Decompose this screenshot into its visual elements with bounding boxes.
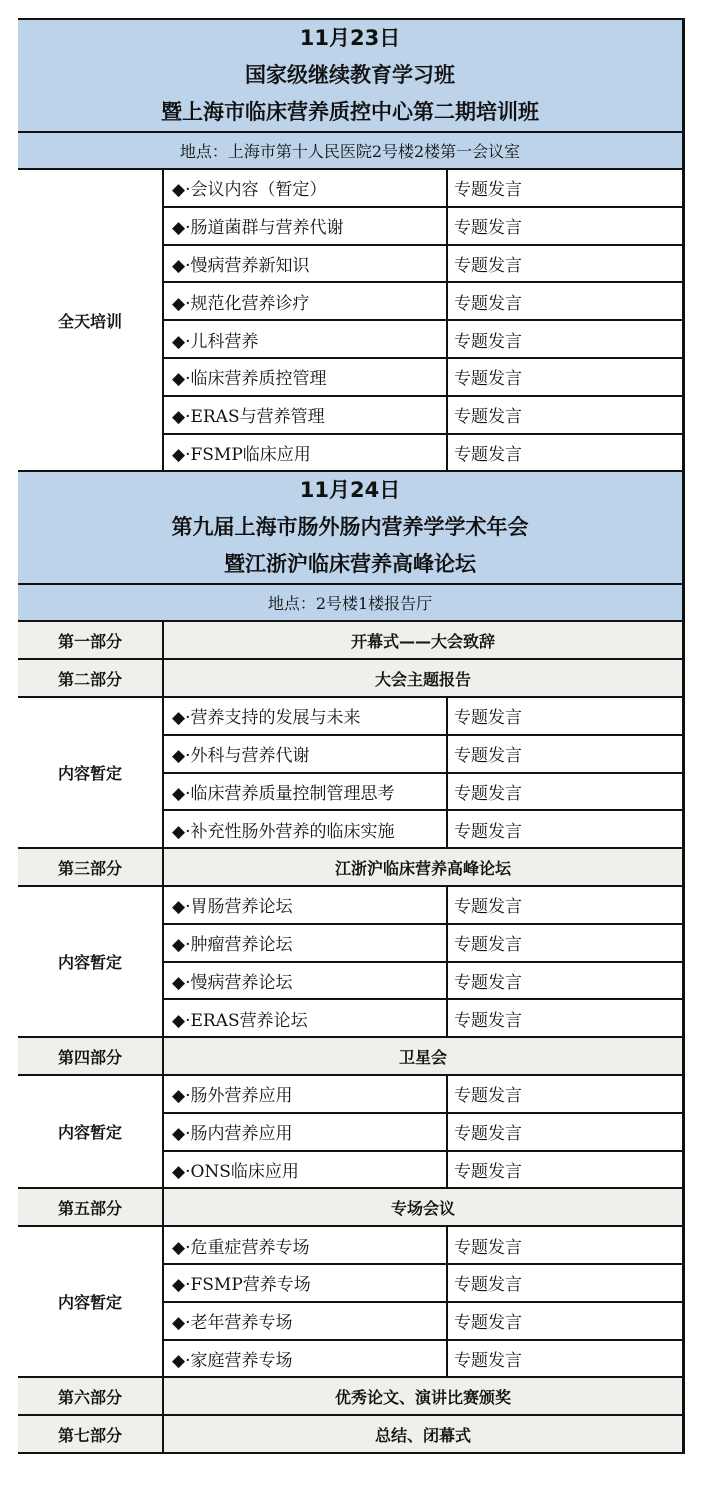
type-cell: 专题发言 <box>447 962 684 1000</box>
day-title-line: 第九届上海市肠外肠内营养学学术年会 <box>171 515 529 540</box>
table-row <box>18 697 684 735</box>
topic-cell: ◆·肿瘤营养论坛 <box>163 924 447 962</box>
section-row <box>18 1377 684 1415</box>
group-label: 内容暂定 <box>18 1075 163 1188</box>
topic-cell: ◆·补充性肠外营养的临床实施 <box>163 810 447 848</box>
section-title: 专场会议 <box>163 1188 684 1226</box>
section-row <box>18 1415 684 1453</box>
section-part: 第四部分 <box>18 1037 163 1075</box>
location-row <box>18 132 684 169</box>
type-cell: 专题发言 <box>447 1113 684 1151</box>
topic-cell: ◆·肠外营养应用 <box>163 1075 447 1113</box>
type-cell: 专题发言 <box>447 282 684 320</box>
type-cell: 专题发言 <box>447 735 684 773</box>
topic-cell: ◆·肠道菌群与营养代谢 <box>163 207 447 245</box>
section-part: 第三部分 <box>18 848 163 886</box>
topic-cell: ◆·肠内营养应用 <box>163 1113 447 1151</box>
type-cell: 专题发言 <box>447 1226 684 1264</box>
topic-cell: ◆·临床营养质控管理 <box>163 358 447 396</box>
table-row <box>18 1075 684 1113</box>
section-row <box>18 1037 684 1075</box>
type-cell: 专题发言 <box>447 434 684 472</box>
location-row <box>18 584 684 621</box>
topic-cell: ◆·家庭营养专场 <box>163 1340 447 1378</box>
section-part: 第二部分 <box>18 659 163 697</box>
day-title-line: 暨上海市临床营养质控中心第二期培训班 <box>161 100 539 124</box>
type-cell: 专题发言 <box>447 169 684 207</box>
type-cell: 专题发言 <box>447 320 684 358</box>
topic-cell: ◆·ONS临床应用 <box>163 1151 447 1189</box>
type-cell: 专题发言 <box>447 245 684 283</box>
day-title <box>18 471 684 584</box>
section-row <box>18 621 684 659</box>
topic-cell: ◆·外科与营养代谢 <box>163 735 447 773</box>
table-row <box>18 1226 684 1264</box>
topic-cell: ◆·营养支持的发展与未来 <box>163 697 447 735</box>
day-date: 11月23日 <box>299 26 401 50</box>
topic-cell: ◆·危重症营养专场 <box>163 1226 447 1264</box>
table-row <box>18 169 684 207</box>
type-cell: 专题发言 <box>447 1302 684 1340</box>
type-cell: 专题发言 <box>447 207 684 245</box>
section-row <box>18 848 684 886</box>
topic-cell: ◆·FSMP营养专场 <box>163 1264 447 1302</box>
topic-cell: ◆·慢病营养新知识 <box>163 245 447 283</box>
type-cell: 专题发言 <box>447 810 684 848</box>
day-title-line: 国家级继续教育学习班 <box>245 63 455 87</box>
type-cell: 专题发言 <box>447 924 684 962</box>
section-title: 大会主题报告 <box>163 659 684 697</box>
section-row <box>18 1188 684 1226</box>
topic-cell: ◆·老年营养专场 <box>163 1302 447 1340</box>
topic-cell: ◆·ERAS与营养管理 <box>163 396 447 434</box>
type-cell: 专题发言 <box>447 773 684 811</box>
topic-cell: ◆·慢病营养论坛 <box>163 962 447 1000</box>
topic-cell: ◆·临床营养质量控制管理思考 <box>163 773 447 811</box>
group-label: 内容暂定 <box>18 697 163 848</box>
type-cell: 专题发言 <box>447 999 684 1037</box>
day-date: 11月24日 <box>299 478 401 503</box>
topic-cell: ◆·儿科营养 <box>163 320 447 358</box>
location: 地点：2号楼1楼报告厅 <box>18 584 684 621</box>
table-row <box>18 886 684 924</box>
section-title: 卫星会 <box>163 1037 684 1075</box>
section-title: 优秀论文、演讲比赛颁奖 <box>163 1377 684 1415</box>
group-label: 内容暂定 <box>18 886 163 1037</box>
type-cell: 专题发言 <box>447 358 684 396</box>
topic-cell: ◆·会议内容（暂定） <box>163 169 447 207</box>
section-title: 江浙沪临床营养高峰论坛 <box>163 848 684 886</box>
day-header <box>18 471 684 584</box>
section-part: 第一部分 <box>18 621 163 659</box>
section-title: 总结、闭幕式 <box>163 1415 684 1453</box>
type-cell: 专题发言 <box>447 1151 684 1189</box>
topic-cell: ◆·规范化营养诊疗 <box>163 282 447 320</box>
day-header <box>18 19 684 132</box>
group-label: 内容暂定 <box>18 1226 163 1377</box>
day-title-line: 暨江浙沪临床营养高峰论坛 <box>224 552 476 577</box>
section-part: 第七部分 <box>18 1415 163 1453</box>
schedule-table <box>18 18 685 1454</box>
type-cell: 专题发言 <box>447 396 684 434</box>
topic-cell: ◆·胃肠营养论坛 <box>163 886 447 924</box>
topic-cell: ◆·ERAS营养论坛 <box>163 999 447 1037</box>
section-title: 开幕式——大会致辞 <box>163 621 684 659</box>
type-cell: 专题发言 <box>447 697 684 735</box>
type-cell: 专题发言 <box>447 886 684 924</box>
day-title <box>18 19 684 132</box>
group-label: 全天培训 <box>18 169 163 471</box>
section-row <box>18 659 684 697</box>
topic-cell: ◆·FSMP临床应用 <box>163 434 447 472</box>
section-part: 第五部分 <box>18 1188 163 1226</box>
location: 地点：上海市第十人民医院2号楼2楼第一会议室 <box>18 132 684 169</box>
type-cell: 专题发言 <box>447 1340 684 1378</box>
type-cell: 专题发言 <box>447 1075 684 1113</box>
section-part: 第六部分 <box>18 1377 163 1415</box>
type-cell: 专题发言 <box>447 1264 684 1302</box>
